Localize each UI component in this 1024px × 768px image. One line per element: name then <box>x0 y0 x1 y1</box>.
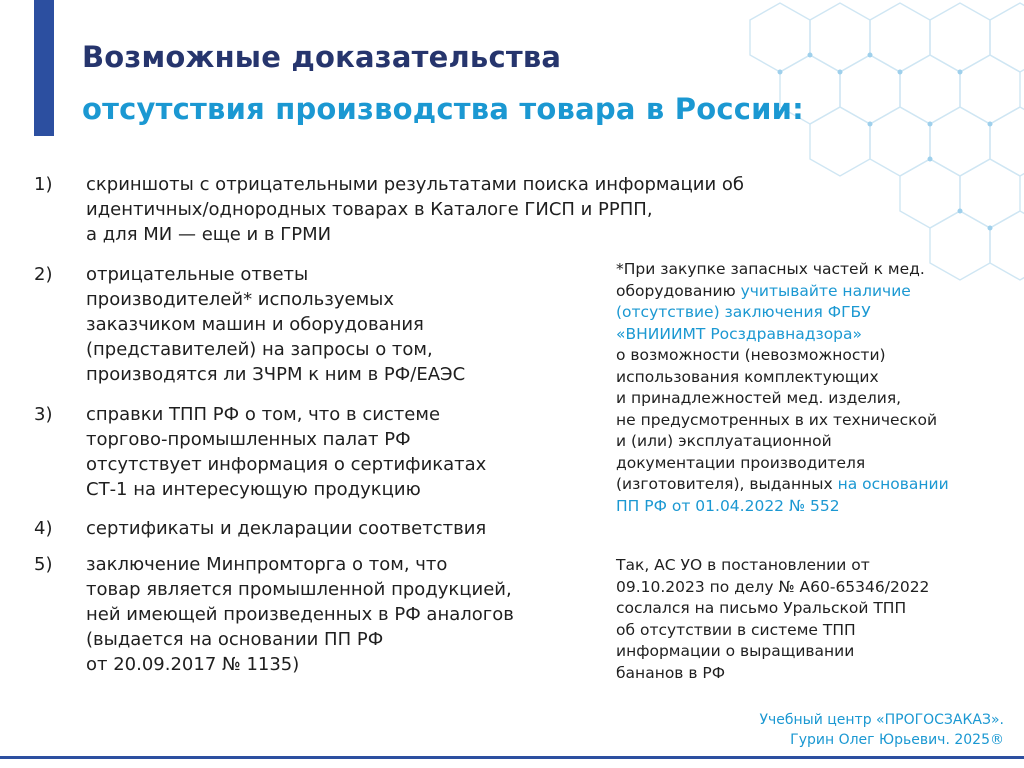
title-line-2: отсутствия производства товара в России: <box>82 92 804 126</box>
hexagon-pattern-decoration <box>690 0 1024 300</box>
list-text-line: заключение Минпромторга о том, что <box>86 554 448 575</box>
note-line: и (или) эксплуатационной <box>616 432 832 450</box>
note-line: документации производителя <box>616 453 866 472</box>
note-line: *При закупке запасных частей к мед. <box>616 260 925 278</box>
list-text-line: а для МИ — еще и в ГРМИ <box>86 224 332 245</box>
note-line <box>616 281 949 303</box>
list-text <box>86 262 465 387</box>
medical-equipment-note <box>616 259 949 517</box>
list-text-line: производятся ли ЗЧРМ к ним в РФ/ЕАЭС <box>86 364 466 385</box>
list-text-line: заказчиком машин и оборудования <box>86 314 424 335</box>
title-line-1: Возможные доказательства <box>82 40 562 74</box>
list-text <box>86 552 514 677</box>
note-line: информации о выращивании <box>616 642 855 660</box>
footer-line-2: Гурин Олег Юрьевич. 2025® <box>790 732 1004 748</box>
note-text: оборудованию <box>616 281 741 300</box>
footer-credit <box>759 710 1004 750</box>
list-text-line: сертификаты и декларации соответствия <box>86 518 487 539</box>
list-text-line: справки ТПП РФ о том, что в системе <box>86 404 441 425</box>
note-line: не предусмотренных в их технической <box>616 410 938 429</box>
note-line: об отсутствии в системе ТПП <box>616 620 856 639</box>
list-text-line: идентичных/однородных товарах в Каталоге ГИСП и РРПП, <box>86 199 653 220</box>
note-line: Так, АС УО в постановлении от <box>616 556 870 574</box>
list-number: 4) <box>34 518 53 539</box>
list-text-line: СТ-1 на интересующую продукцию <box>86 479 421 500</box>
list-text-line: скриншоты с отрицательными результатами поиска информации об <box>86 174 744 195</box>
note-line: использования комплектующих <box>616 367 879 386</box>
court-case-note <box>616 555 929 684</box>
footer-divider <box>0 756 1024 759</box>
list-text-line: (выдается на основании ПП РФ <box>86 629 384 650</box>
note-highlight: (отсутствие) заключения ФГБУ <box>616 303 871 321</box>
list-text-line: (представителей) на запросы о том, <box>86 339 433 360</box>
list-text <box>86 516 486 541</box>
list-text-line: производителей* используемых <box>86 289 395 310</box>
note-line: о возможности (невозможности) <box>616 346 886 364</box>
list-number: 2) <box>34 264 53 285</box>
title-accent-bar <box>34 0 54 136</box>
list-text-line: отрицательные ответы <box>86 264 309 285</box>
note-highlight: учитывайте наличие <box>740 281 911 300</box>
list-text-line: ней имеющей произведенных в РФ аналогов <box>86 604 514 625</box>
list-text-line: торгово-промышленных палат РФ <box>86 429 411 450</box>
note-highlight: ПП РФ от 01.04.2022 № 552 <box>616 496 840 515</box>
list-text-line: от 20.09.2017 № 1135) <box>86 654 300 675</box>
note-highlight: «ВНИИИМТ Росздравнадзора» <box>616 324 863 343</box>
list-number: 5) <box>34 554 53 575</box>
note-line: и принадлежностей мед. изделия, <box>616 389 902 407</box>
note-line: бананов в РФ <box>616 663 726 682</box>
list-text-line: товар является промышленной продукцией, <box>86 579 512 600</box>
list-text-line: отсутствует информация о сертификатах <box>86 454 487 475</box>
list-text <box>86 402 486 502</box>
note-text: (изготовителя), выданных <box>616 475 838 493</box>
list-number: 3) <box>34 404 53 425</box>
note-line: сослался на письмо Уральской ТПП <box>616 599 907 617</box>
note-highlight: на основании <box>837 475 949 493</box>
footer-line-1: Учебный центр «ПРОГОСЗАКАЗ». <box>759 712 1004 728</box>
note-line <box>616 474 949 496</box>
list-text <box>86 172 744 247</box>
list-number: 1) <box>34 174 53 195</box>
note-line: 09.10.2023 по делу № А60-65346/2022 <box>616 577 930 596</box>
